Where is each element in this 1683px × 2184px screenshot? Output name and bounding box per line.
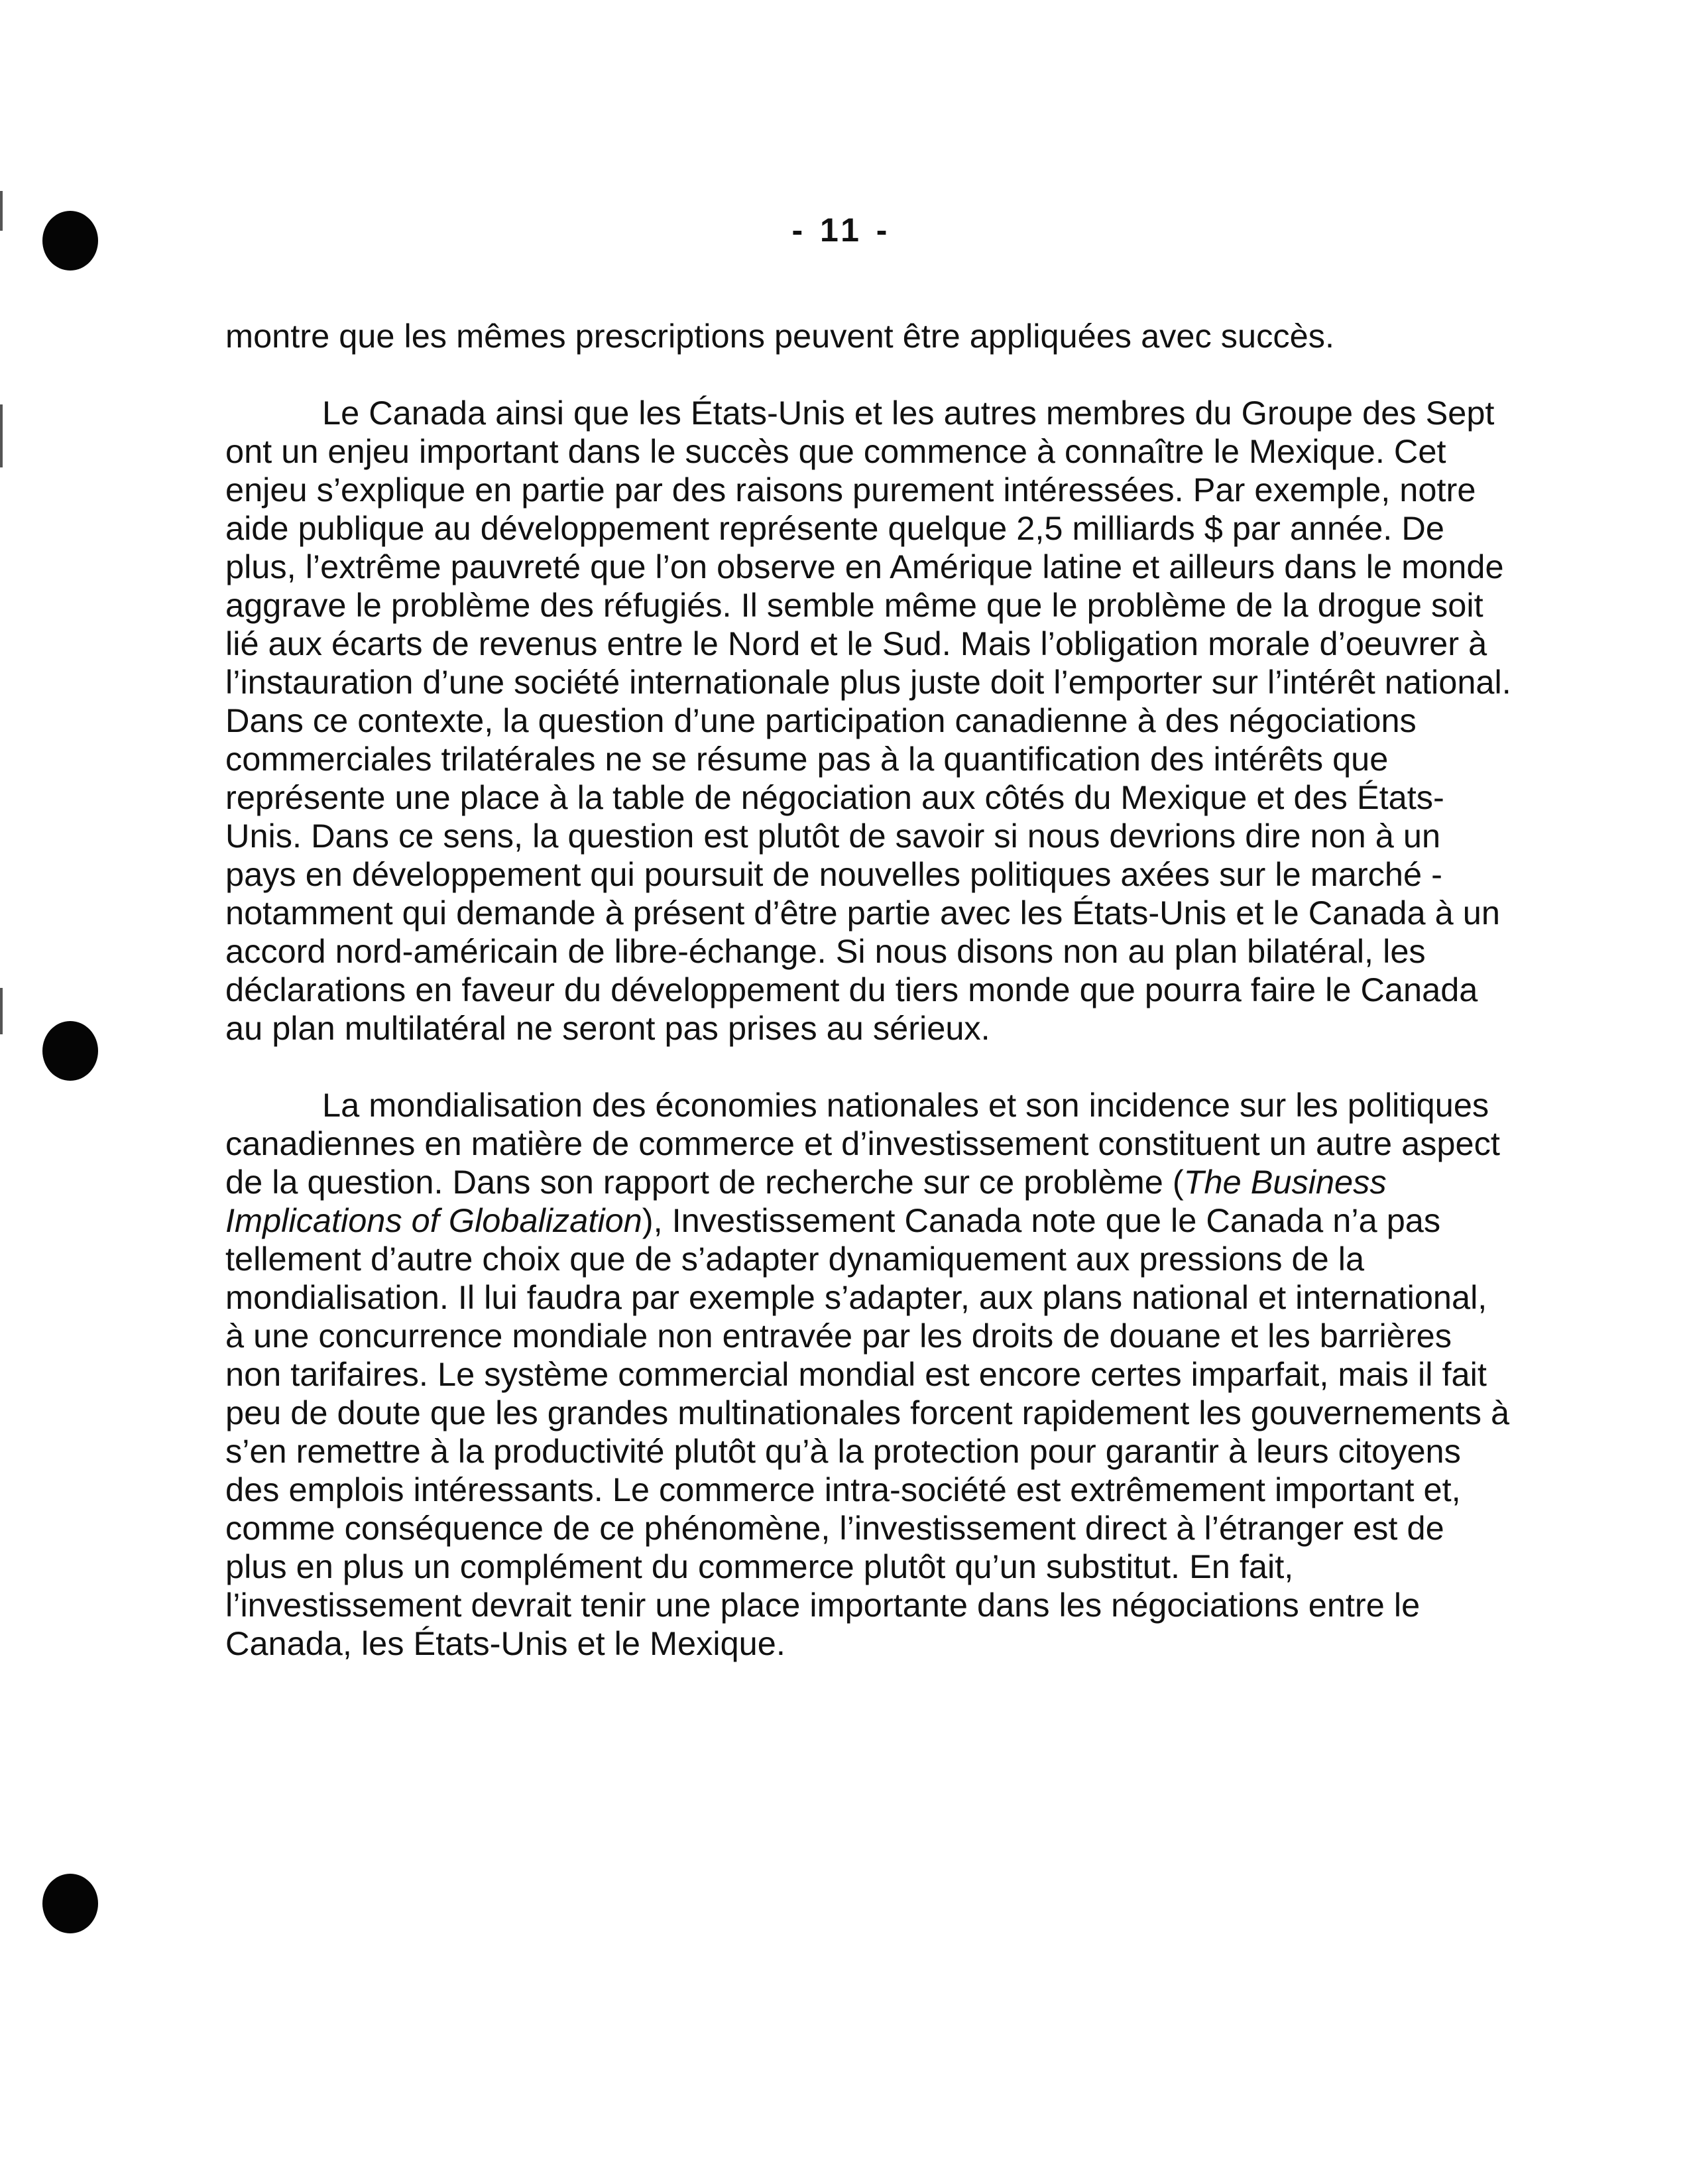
paragraph-mexico-stakes: Le Canada ainsi que les États-Unis et les autres membres du Groupe des Sept ont un enjeu important dans le succès que commence à connaître le Mexique. Cet enjeu s’explique en partie par des raisons purement intéressées. Par exemple, notre aide publique au développement représente quelque 2,5 milliards $ par année. De plus, l’extrême pauvreté que l’on observe en Amérique latine et ailleurs dans le monde aggrave le problème des réfugiés. Il semble même que le problème de la drogue soit lié aux écarts de revenus entre le Nord et le Sud. Mais l’obligation morale d’oeuvrer à l’instauration d’une société internationale plus juste doit l’emporter sur l’intérêt national. Dans ce contexte, la question d’une participation canadienne à des négociations commerciales trilatérales ne se résume pas à la quantification des intérêts que représente une place à la table de négociation aux côtés du Mexique et des États-Unis. Dans ce sens, la question est plutôt de savoir si nous devrions dire non à un pays en développement qui poursuit de nouvelles politiques axées sur le marché - notamment qui demande à présent d’être partie avec les États-Unis et le Canada à un accord nord-américain de libre-échange. Si nous disons non au plan bilatéral, les déclarations en faveur du développement du tiers monde que pourra faire le Canada au plan multilatéral ne seront pas prises au sérieux. — [225, 394, 1511, 1047]
scan-edge-mark — [0, 404, 3, 467]
paragraph-globalization — [225, 1086, 1511, 1663]
paragraph-continuation: montre que les mêmes prescriptions peuvent être appliquées avec succès. — [225, 317, 1334, 355]
paragraph-text-before: La mondialisation des économies nationales et son incidence sur les politiques canadiennes en matière de commerce et d’investissement constituent un autre aspect de la question. Dans son rapport de recherche sur ce problème ( — [225, 1086, 1500, 1201]
paragraph-text-after: ), Investissement Canada note que le Canada n’a pas tellement d’autre choix que de s’adapter dynamiquement aux pressions de la mondialisation. Il lui faudra par exemple s’adapter, aux plans national et international, à une concurrence mondiale non entravée par les droits de douane et les barrières non tarifaires. Le système commercial mondial est encore certes imparfait, mais il fait peu de doute que les grandes multinationales forcent rapidement les gouvernements à s’en remettre à la productivité plutôt qu’à la protection pour garantir à leurs citoyens des emplois intéressants. Le commerce intra-société est extrêmement important et, comme conséquence de ce phénomène, l’investissement direct à l’étranger est de plus en plus un complément du commerce plutôt qu’un substitut. En fait, l’investissement devrait tenir une place importante dans les négociations entre le Canada, les États-Unis et le Mexique. — [225, 1201, 1510, 1662]
punch-hole-bottom — [42, 1874, 98, 1933]
document-body — [225, 317, 1511, 1701]
punch-hole-middle — [42, 1021, 98, 1081]
page-number: - 11 - — [791, 212, 892, 249]
scan-edge-mark — [0, 988, 3, 1034]
report-title: The Business Implications of Globalization — [225, 1163, 1387, 1239]
